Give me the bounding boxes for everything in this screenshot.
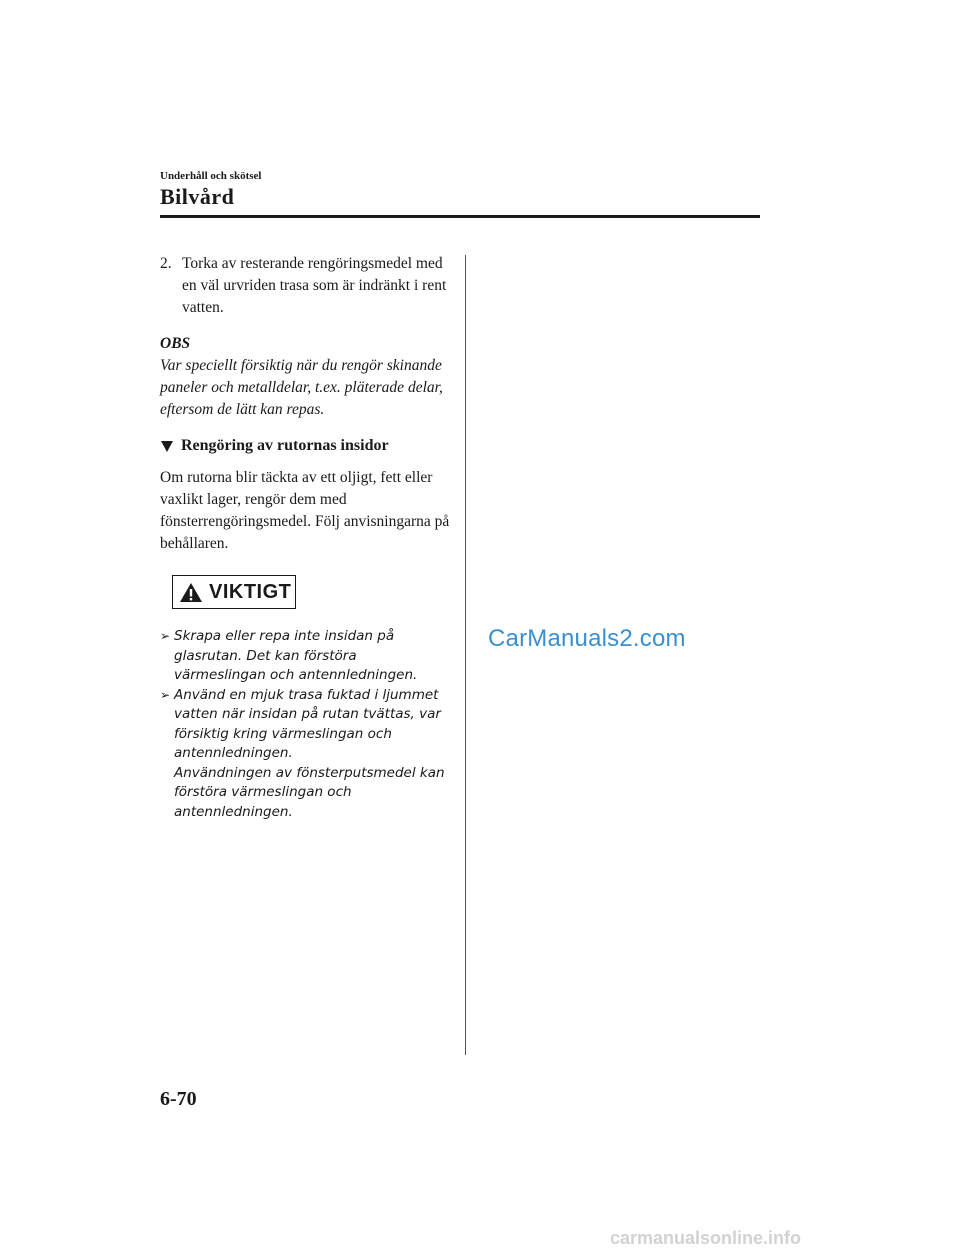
page-number: 6-70 [160,1088,197,1110]
subsection-title: Rengöring av rutornas insidor [181,437,389,454]
warning-item-text [174,686,450,823]
warning-title: VIKTIGT [209,581,292,603]
warning-icon [179,582,203,603]
arrow-bullet-icon: ➢ [160,687,171,702]
arrow-bullet-icon: ➢ [160,629,171,643]
step-text: Torka av resterande rengöringsmedel med en väl urvriden trasa som är indränkt i rent vatten. [182,255,447,316]
warning-item-line: Användningen av fönsterputsmedel kan förstöra värmeslingan och antennledningen. [174,764,445,820]
subsection-heading [160,435,450,457]
footer-watermark: carmanualsonline.info [610,1228,802,1248]
warning-box [172,575,296,609]
warning-list [160,627,450,822]
section-label: Underhåll och skötsel [160,170,262,182]
step-number: 2. [160,255,172,272]
chapter-title: Bilvård [160,184,235,209]
header-rule [160,215,760,218]
watermark-link[interactable]: CarManuals2.com [488,625,686,652]
column-divider [465,255,466,1055]
note-text: Var speciellt försiktig när du rengör skinande paneler och metalldelar, t.ex. pläterade delar, eftersom de lätt kan repas. [160,357,443,418]
note-title: OBS [160,335,191,352]
triangle-down-icon [161,441,173,452]
left-column [160,253,450,822]
note-block [160,333,450,421]
step-item [160,253,450,319]
subsection-body: Om rutorna blir täckta av ett oljigt, fett eller vaxlikt lager, rengör dem med fönsterrengöringsmedel. Följ anvisningarna på behållaren. [160,469,450,552]
warning-item [160,627,450,686]
warning-item-line: Använd en mjuk trasa fuktad i ljummet vatten när insidan på rutan tvättas, var försiktig kring värmeslingan och antennledningen. [174,686,441,761]
warning-item [160,686,450,823]
warning-item-text: Skrapa eller repa inte insidan på glasrutan. Det kan förstöra värmeslingan och antennledningen. [174,628,418,683]
